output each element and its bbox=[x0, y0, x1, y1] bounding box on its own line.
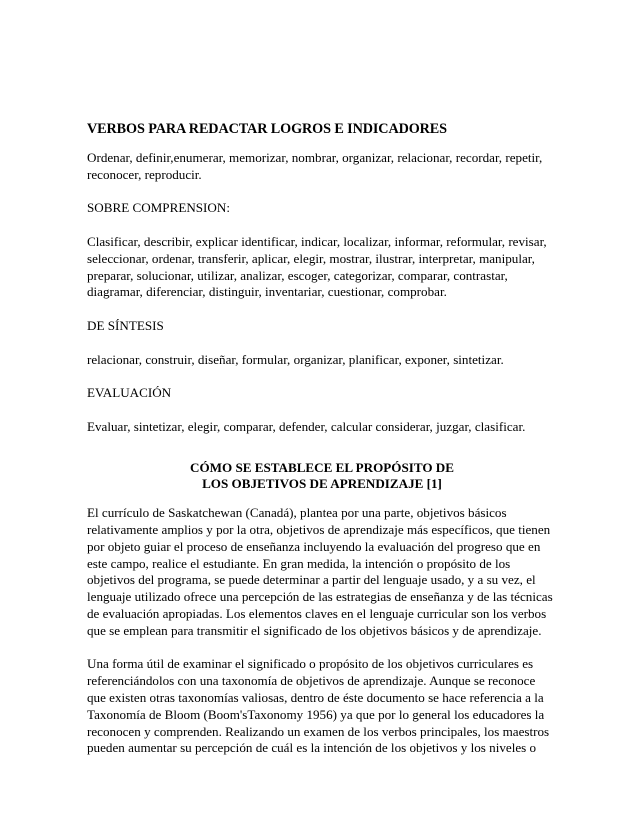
intro-verbs-paragraph: Ordenar, definir,enumerar, memorizar, nombrar, organizar, relacionar, recordar, repetir, reconocer, reproducir. bbox=[87, 150, 543, 182]
section-heading-sintesis: DE SÍNTESIS bbox=[87, 317, 164, 333]
section-text-evaluacion: Evaluar, sintetizar, elegir, comparar, defender, calcular considerar, juzgar, clasificar. bbox=[87, 418, 526, 434]
page-title: VERBOS PARA REDACTAR LOGROS E INDICADORES bbox=[87, 121, 447, 137]
body-paragraph-2: Una forma útil de examinar el significado o propósito de los objetivos curriculares es referenciándolos con una taxonomía de objetivos de aprendizaje. Aunque se reconoce que existen otras taxonomías valiosas, dentro de éste documento se hace referencia a la Taxonomía de Bloom (Boom'sTaxonomy 1956) ya que por lo general los educadores la reconocen y comprenden. Realizando un examen de los verbos principales, los maestros pueden aumentar su percepción de cuál es la intención de los objetivos y los niveles o bbox=[87, 656, 550, 756]
section-heading-comprension: SOBRE COMPRENSION: bbox=[87, 200, 230, 216]
section-text-comprension: Clasificar, describir, explicar identificar, indicar, localizar, informar, reformular, revisar, seleccionar, ordenar, transferir, aplicar, elegir, mostrar, ilustrar, interpretar, manipular, preparar, solucionar, utilizar, analizar, escoger, categorizar, comparar, contrastar, diagramar, diferenciar, distinguir, inventariar, cuestionar, comprobar. bbox=[87, 233, 547, 300]
subtitle-line-2: LOS OBJETIVOS DE APRENDIZAJE [1] bbox=[202, 476, 442, 492]
document-body bbox=[87, 120, 557, 774]
subtitle-heading bbox=[87, 460, 557, 494]
section-text-sintesis: relacionar, construir, diseñar, formular, organizar, planificar, exponer, sintetizar. bbox=[87, 351, 504, 367]
section-heading-evaluacion: EVALUACIÓN bbox=[87, 385, 172, 401]
body-paragraph-1: El currículo de Saskatchewan (Canadá), plantea por una parte, objetivos básicos relativamente amplios y por la otra, objetivos de aprendizaje más específicos, que tienen por objeto guiar el proceso de enseñanza incluyendo la evaluación del progreso que en este campo, realice el estudiante. En gran medida, la intención o propósito de los objetivos del programa, se puede determinar a partir del lenguaje usado, y a su vez, el lenguaje utilizado ofrece una percepción de las estrategias de enseñanza y de las técnicas de evaluación apropiadas. Los elementos claves en el lenguaje curricular son los verbos que se emplean para transmitir el significado de los objetivos básicos y de aprendizaje. bbox=[87, 505, 553, 638]
subtitle-line-1: CÓMO SE ESTABLECE EL PROPÓSITO DE bbox=[189, 459, 454, 475]
